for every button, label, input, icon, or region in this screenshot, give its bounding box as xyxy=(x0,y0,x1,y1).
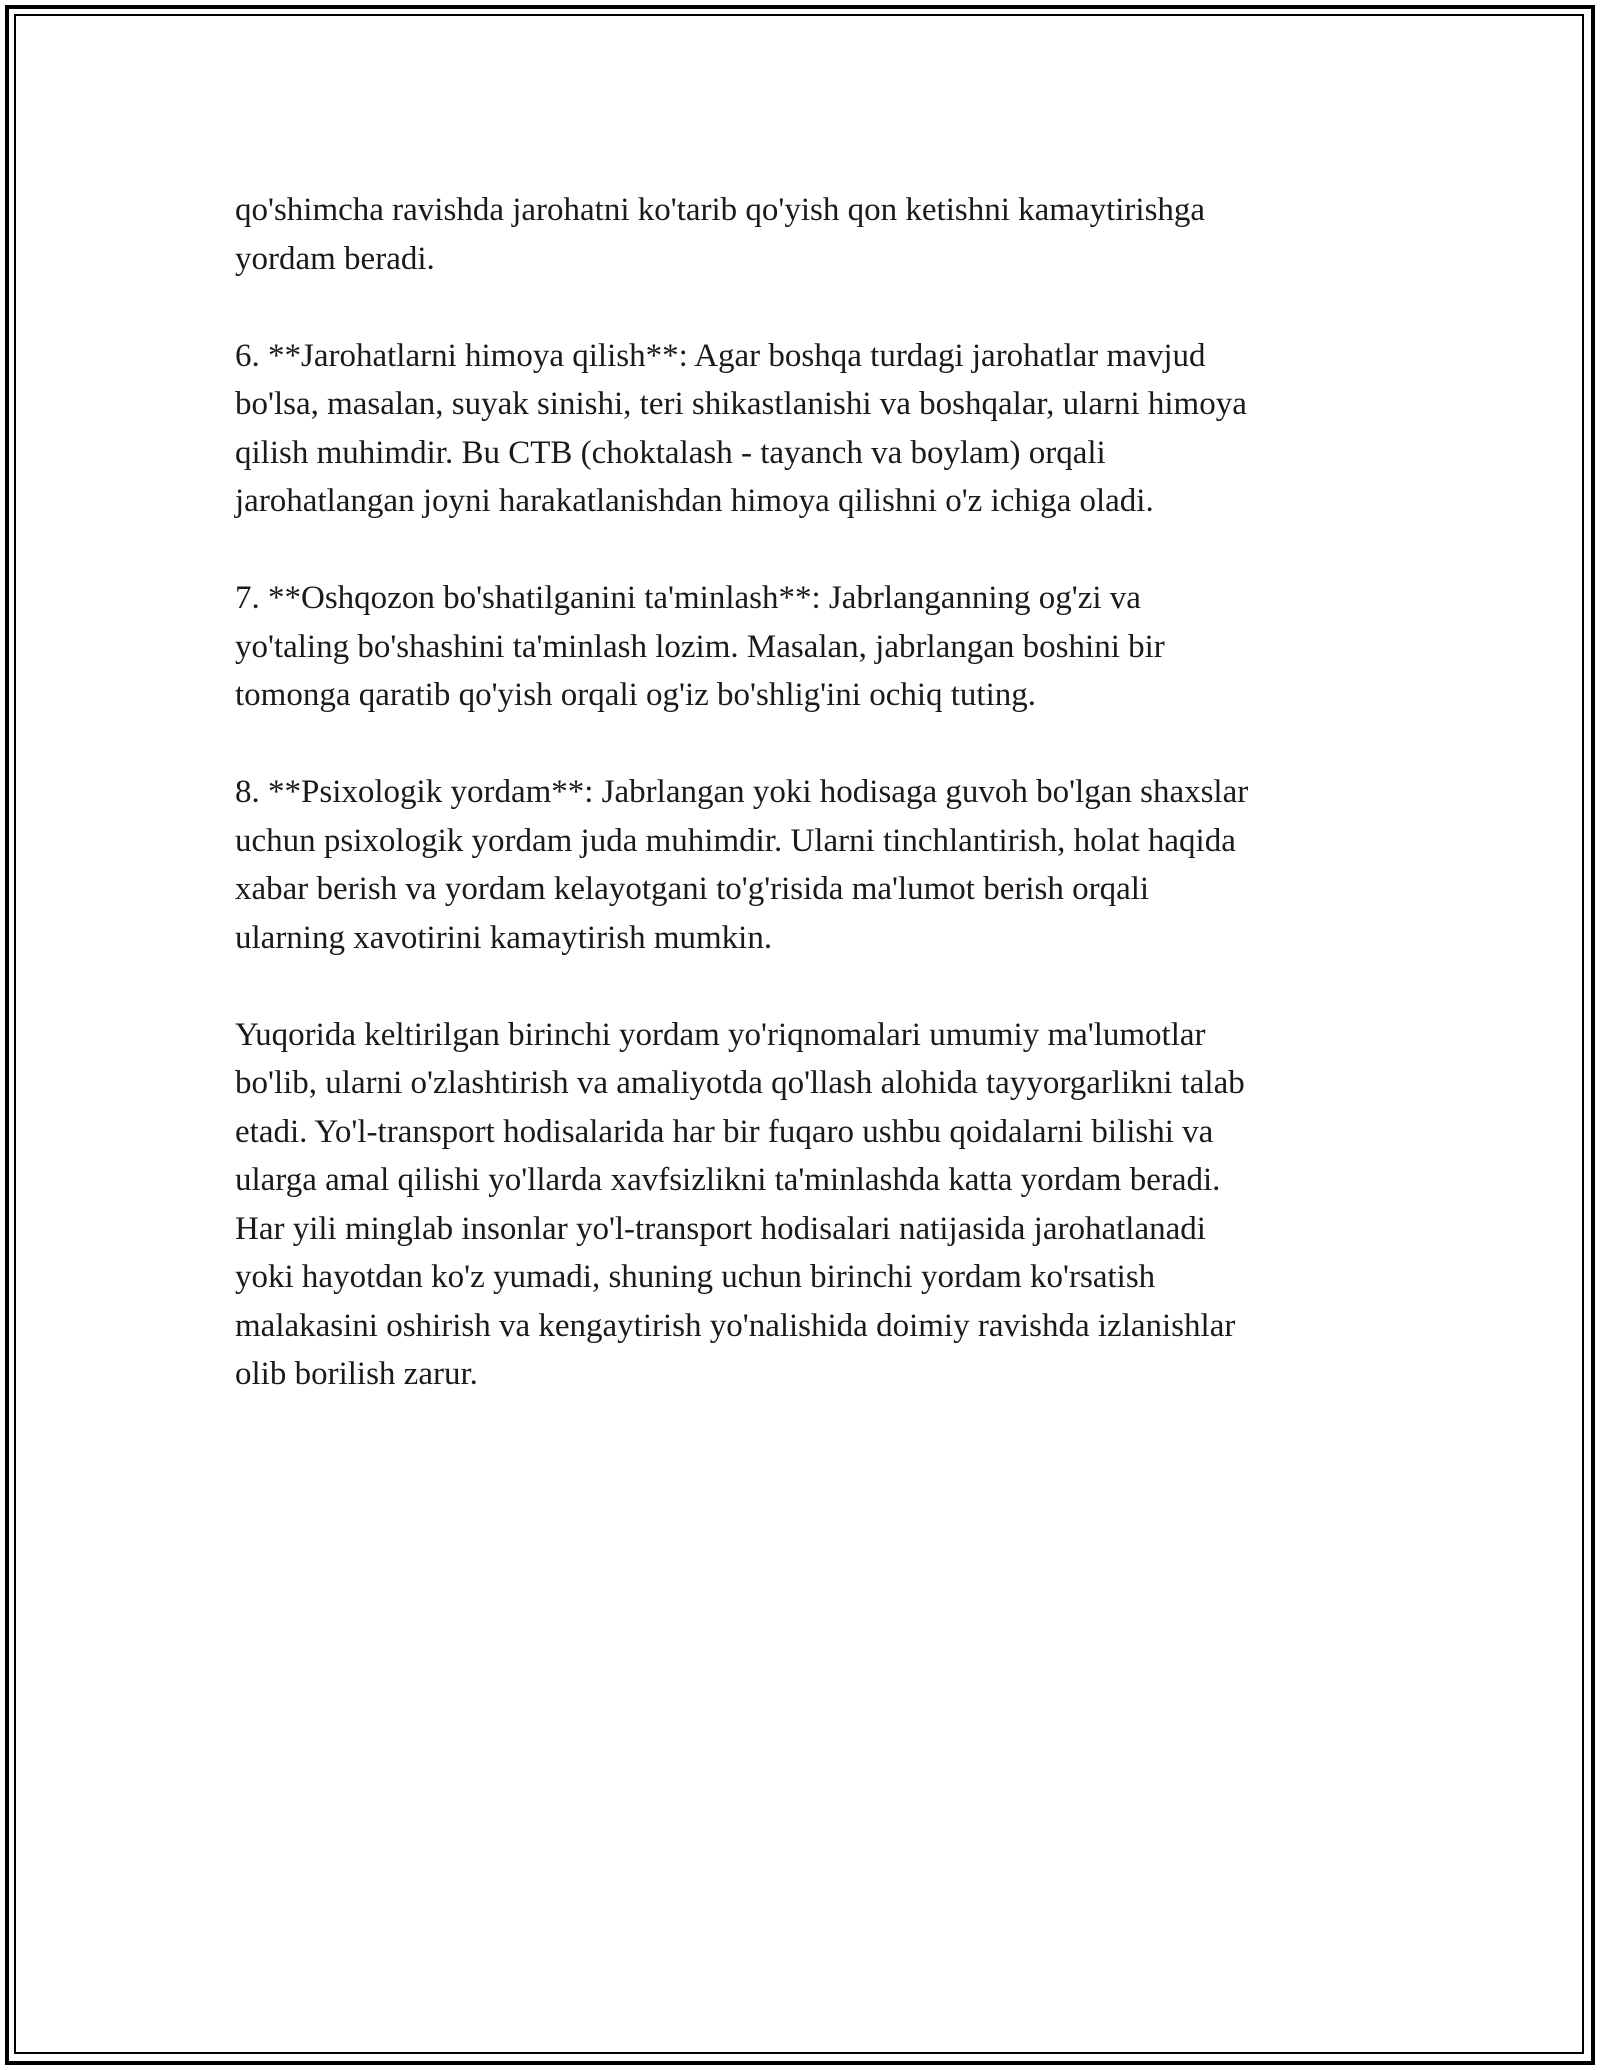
paragraph-item-6: 6. **Jarohatlarni himoya qilish**: Agar boshqa turdagi jarohatlar mavjud bo'lsa, masalan, suyak sinishi, teri shikastlanishi va boshqalar, ularni himoya qilish muhimdir. Bu CTB (choktalash - tayanch va boylam) orqali jarohatlangan joyni harakatlanishdan himoya qilishni o'z ichiga oladi. xyxy=(235,337,1247,519)
document-body xyxy=(235,186,1385,1447)
paragraph-continuation: qo'shimcha ravishda jarohatni ko'tarib qo'yish qon ketishni kamaytirishga yordam beradi. xyxy=(235,192,1206,277)
paragraph-item-7: 7. **Oshqozon bo'shatilganini ta'minlash**: Jabrlanganning og'zi va yo'taling bo'shashini ta'minlash lozim. Masalan, jabrlangan boshini bir tomonga qaratib qo'yish orqali og'iz bo'shlig'ini ochiq tuting. xyxy=(235,580,1165,713)
paragraph-conclusion: Yuqorida keltirilgan birinchi yordam yo'riqnomalari umumiy ma'lumotlar bo'lib, ularni o'zlashtirish va amaliyotda qo'llash alohida tayyorgarlikni talab etadi. Yo'l-transport hodisalarida har bir fuqaro ushbu qoidalarni bilishi va ularga amal qilishi yo'llarda xavfsizlikni ta'minlashda katta yordam beradi. Har yili minglab insonlar yo'l-transport hodisalari natijasida jarohatlanadi yoki hayotdan ko'z yumadi, shuning uchun birinchi yordam ko'rsatish malakasini oshirish va kengaytirish yo'nalishida doimiy ravishda izlanishlar olib borilish zarur. xyxy=(235,1016,1245,1392)
paragraph-item-8: 8. **Psixologik yordam**: Jabrlangan yoki hodisaga guvoh bo'lgan shaxslar uchun psixologik yordam juda muhimdir. Ularni tinchlantirish, holat haqida xabar berish va yordam kelayotgani to'g'risida ma'lumot berish orqali ularning xavotirini kamaytirish mumkin. xyxy=(235,774,1249,956)
